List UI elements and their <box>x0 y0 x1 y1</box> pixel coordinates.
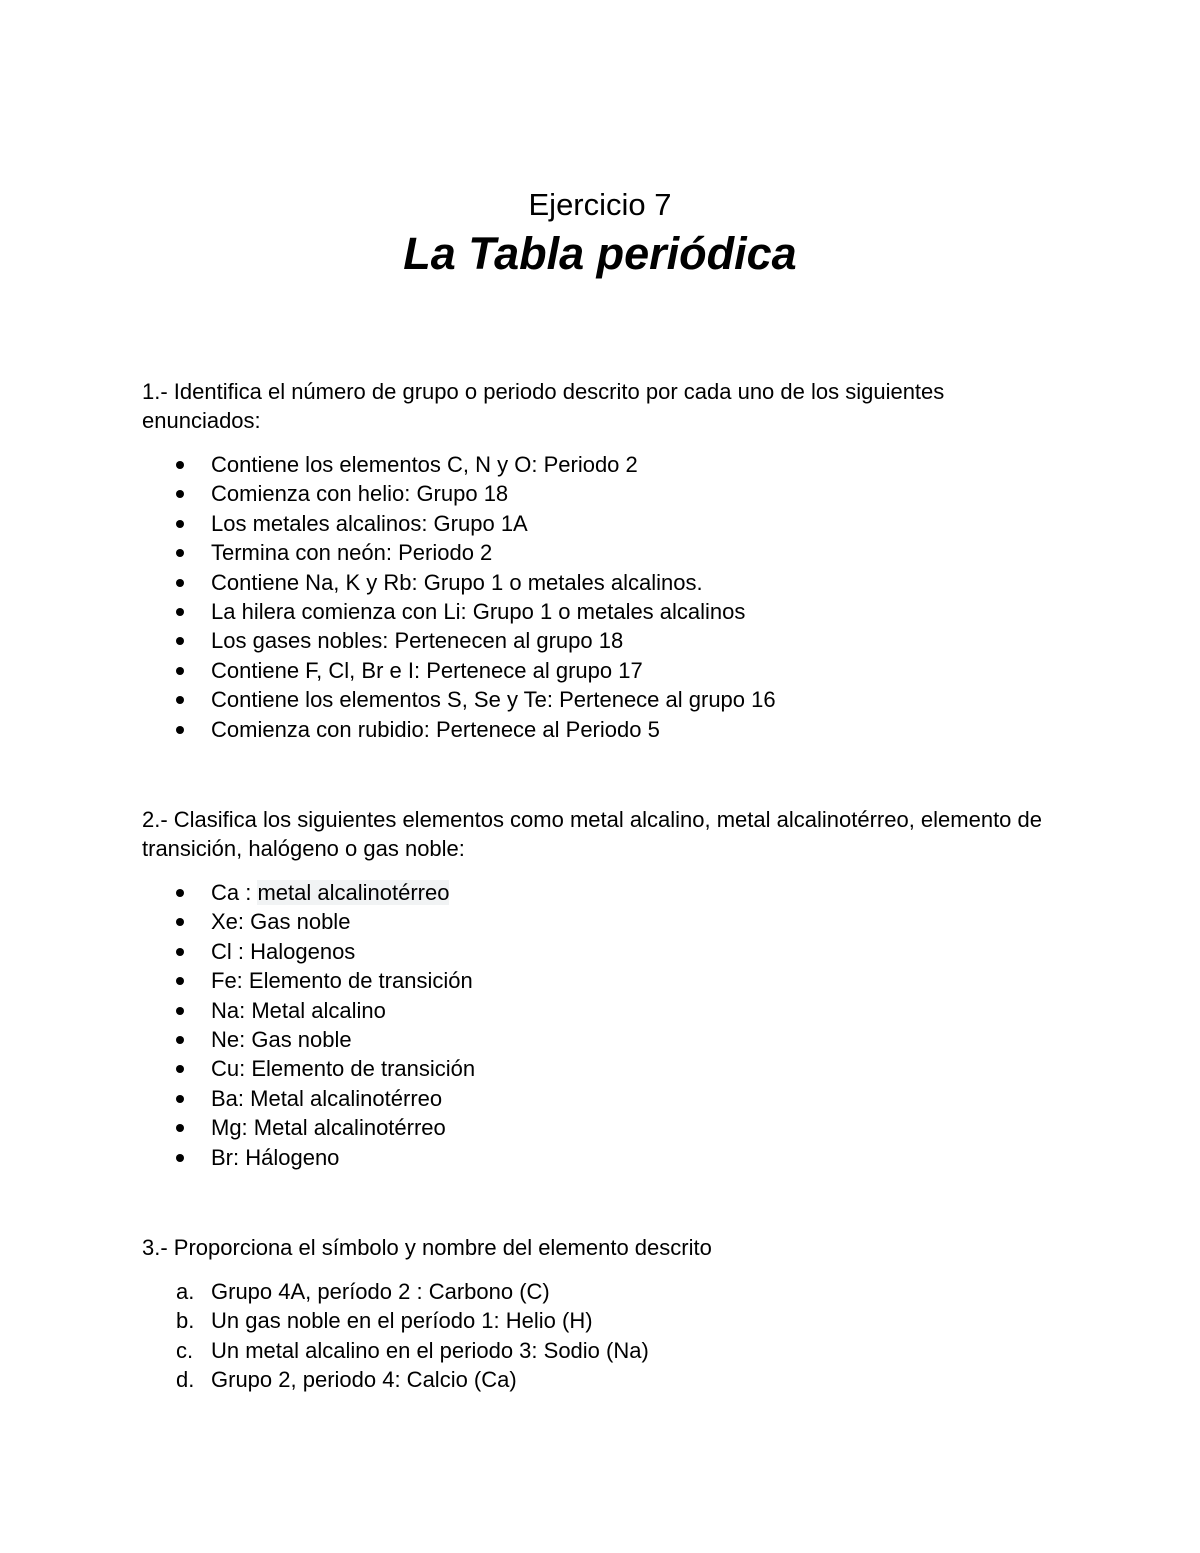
list-marker: c. <box>176 1337 194 1363</box>
list-item: Cu: Elemento de transición <box>0 1054 475 1083</box>
list-item: Comienza con helio: Grupo 18 <box>0 479 776 508</box>
exercise-number: Ejercicio 7 <box>528 187 672 222</box>
list-item: Ne: Gas noble <box>0 1025 475 1054</box>
question-2-prompt: 2.- Clasifica los siguientes elementos como metal alcalino, metal alcalinotérreo, elemento de transición, halógeno o gas noble: <box>142 807 1043 861</box>
list-item-text: Un gas noble en el período 1: Helio (H) <box>211 1308 593 1334</box>
list-item: Comienza con rubidio: Pertenece al Periodo 5 <box>0 715 776 744</box>
list-item: Fe: Elemento de transición <box>0 966 475 995</box>
list-item <box>0 1306 649 1335</box>
list-item-text: Grupo 2, periodo 4: Calcio (Ca) <box>211 1367 517 1393</box>
list-item: Contiene los elementos S, Se y Te: Pertenece al grupo 16 <box>0 685 776 714</box>
list-marker: a. <box>176 1279 195 1304</box>
list-item: Mg: Metal alcalinotérreo <box>0 1113 475 1142</box>
highlighted-answer: metal alcalinotérreo <box>257 880 450 905</box>
list-item: Cl : Halogenos <box>0 937 475 966</box>
list-item: Contiene F, Cl, Br e I: Pertenece al grupo 17 <box>0 656 776 685</box>
list-item <box>0 878 475 907</box>
question-2-list <box>0 878 475 1172</box>
list-item-text: Grupo 4A, período 2 : Carbono (C) <box>211 1279 550 1304</box>
list-item <box>0 1277 649 1306</box>
list-item: La hilera comienza con Li: Grupo 1 o metales alcalinos <box>0 597 776 626</box>
list-item <box>0 1365 649 1394</box>
list-marker: b. <box>176 1308 195 1334</box>
list-item: Contiene Na, K y Rb: Grupo 1 o metales alcalinos. <box>0 568 776 597</box>
list-marker: d. <box>176 1367 195 1393</box>
question-1-prompt: 1.- Identifica el número de grupo o periodo descrito por cada uno de los siguientes enunciados: <box>142 379 945 433</box>
list-item: Na: Metal alcalino <box>0 996 475 1025</box>
list-item: Ba: Metal alcalinotérreo <box>0 1084 475 1113</box>
list-item: Los metales alcalinos: Grupo 1A <box>0 509 776 538</box>
list-item: Termina con neón: Periodo 2 <box>0 538 776 567</box>
list-item: Los gases nobles: Pertenecen al grupo 18 <box>0 626 776 655</box>
question-1-list <box>0 450 776 744</box>
question-3-prompt: 3.- Proporciona el símbolo y nombre del elemento descrito <box>142 1235 712 1260</box>
question-3-list <box>0 1277 649 1395</box>
list-item: Contiene los elementos C, N y O: Periodo 2 <box>0 450 776 479</box>
list-item-text: Un metal alcalino en el periodo 3: Sodio (Na) <box>211 1337 649 1363</box>
list-item: Xe: Gas noble <box>0 907 475 936</box>
list-item-prefix: Ca : <box>211 880 258 905</box>
list-item <box>0 1336 649 1365</box>
document-title: La Tabla periódica <box>403 228 797 279</box>
list-item: Br: Hálogeno <box>0 1143 475 1172</box>
